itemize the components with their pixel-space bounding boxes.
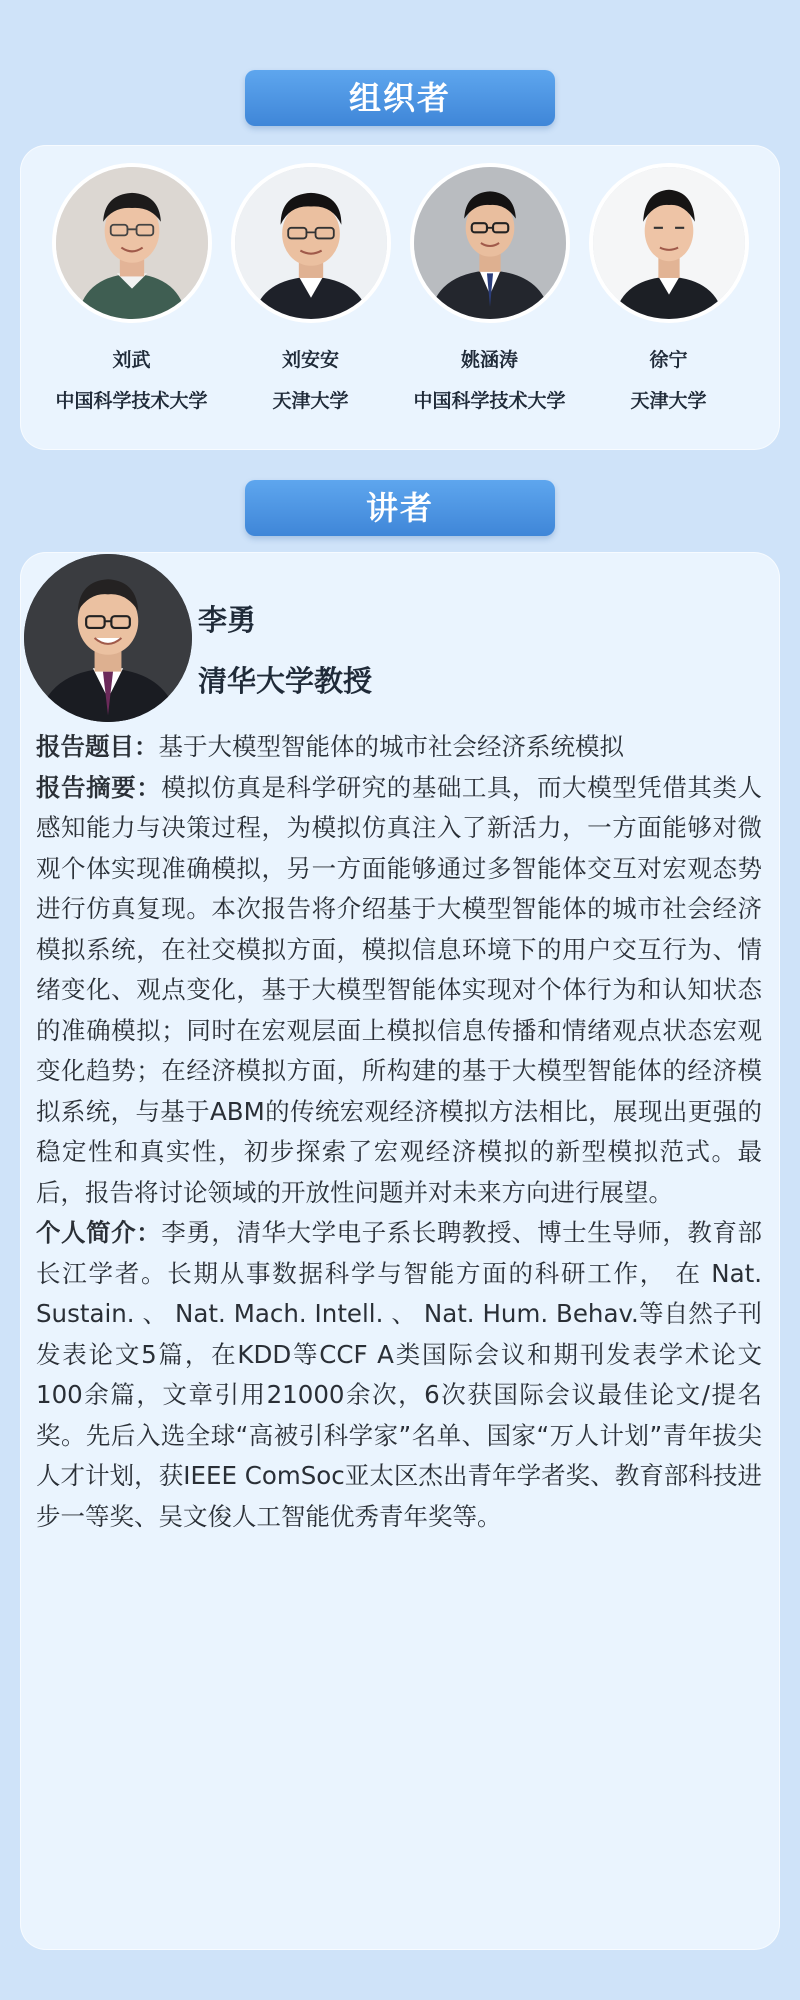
speaker-photo: [24, 554, 192, 722]
organizer-name: 刘武: [112, 349, 151, 371]
talk-abstract-label: 报告摘要：: [36, 772, 162, 802]
organizer-photo: [589, 163, 749, 323]
organizer-name: 姚涵涛: [460, 349, 518, 371]
organizer-card: [581, 163, 756, 413]
speaker-details: [36, 727, 762, 1537]
speaker-header: [24, 554, 372, 722]
organizer-affiliation: 天津大学: [272, 390, 349, 412]
speaker-info: [198, 598, 372, 700]
talk-topic-label: 报告题目：: [36, 732, 159, 761]
organizer-photo: [231, 163, 391, 323]
organizer-affiliation: 中国科学技术大学: [413, 390, 566, 412]
speaker-bio-text: 李勇，清华大学电子系长聘教授、博士生导师，教育部长江学者。长期从事数据科学与智能方面的科研工作， 在 Nat. Sustain. 、 Nat. Mach. Intell. 、 Nat. Hum. Behav.等自然子刊发表论文5篇，在KDD等CCF A类国际会议和期刊发表学术论文100余篇，文章引用21000余次，6次获国际会议最佳论文/提名奖。先后入选全球“高被引科学家”名单、国家“万人计划”青年拔尖人才计划，获IEEE ComSoc亚太区杰出青年学者奖、教育部科技进步一等奖、吴文俊人工智能优秀青年奖等。: [36, 1218, 763, 1531]
organizer-name: 徐宁: [649, 349, 688, 371]
organizer-card: [402, 163, 577, 413]
organizers-heading: 组织者: [245, 70, 555, 126]
talk-topic: [36, 727, 762, 768]
organizers-card: [20, 145, 780, 450]
speaker-bio: [36, 1213, 762, 1537]
organizer-photo: [410, 163, 570, 323]
organizer-card: [44, 163, 219, 413]
organizers-list: [44, 163, 756, 413]
talk-abstract-text: 模拟仿真是科学研究的基础工具，而大模型凭借其类人感知能力与决策过程，为模拟仿真注入了新活力，一方面能够对微观个体实现准确模拟，另一方面能够通过多智能体交互对宏观态势进行仿真复现。本次报告将介绍基于大模型智能体的城市社会经济模拟系统，在社交模拟方面，模拟信息环境下的用户交互行为、情绪变化、观点变化，基于大模型智能体实现对个体行为和认知状态的准确模拟；同时在宏观层面上模拟信息传播和情绪观点状态宏观变化趋势；在经济模拟方面，所构建的基于大模型智能体的经济模拟系统，与基于ABM的传统宏观经济模拟方法相比，展现出更强的稳定性和真实性，初步探索了宏观经济模拟的新型模拟范式。最后，报告将讨论领域的开放性问题并对未来方向进行展望。: [36, 772, 763, 1207]
speaker-title: 清华大学教授: [198, 664, 373, 698]
organizer-photo: [52, 163, 212, 323]
organizer-name: 刘安安: [281, 349, 339, 371]
organizer-card: [223, 163, 398, 413]
talk-abstract: [36, 768, 762, 1214]
talk-topic-text: 基于大模型智能体的城市社会经济系统模拟: [158, 732, 624, 761]
organizer-affiliation: 中国科学技术大学: [55, 390, 208, 412]
speakers-card: [20, 552, 780, 1950]
organizer-affiliation: 天津大学: [630, 390, 707, 412]
speaker-name: 李勇: [198, 603, 257, 637]
speakers-heading: 讲者: [245, 480, 555, 536]
speaker-bio-label: 个人简介：: [36, 1218, 162, 1247]
